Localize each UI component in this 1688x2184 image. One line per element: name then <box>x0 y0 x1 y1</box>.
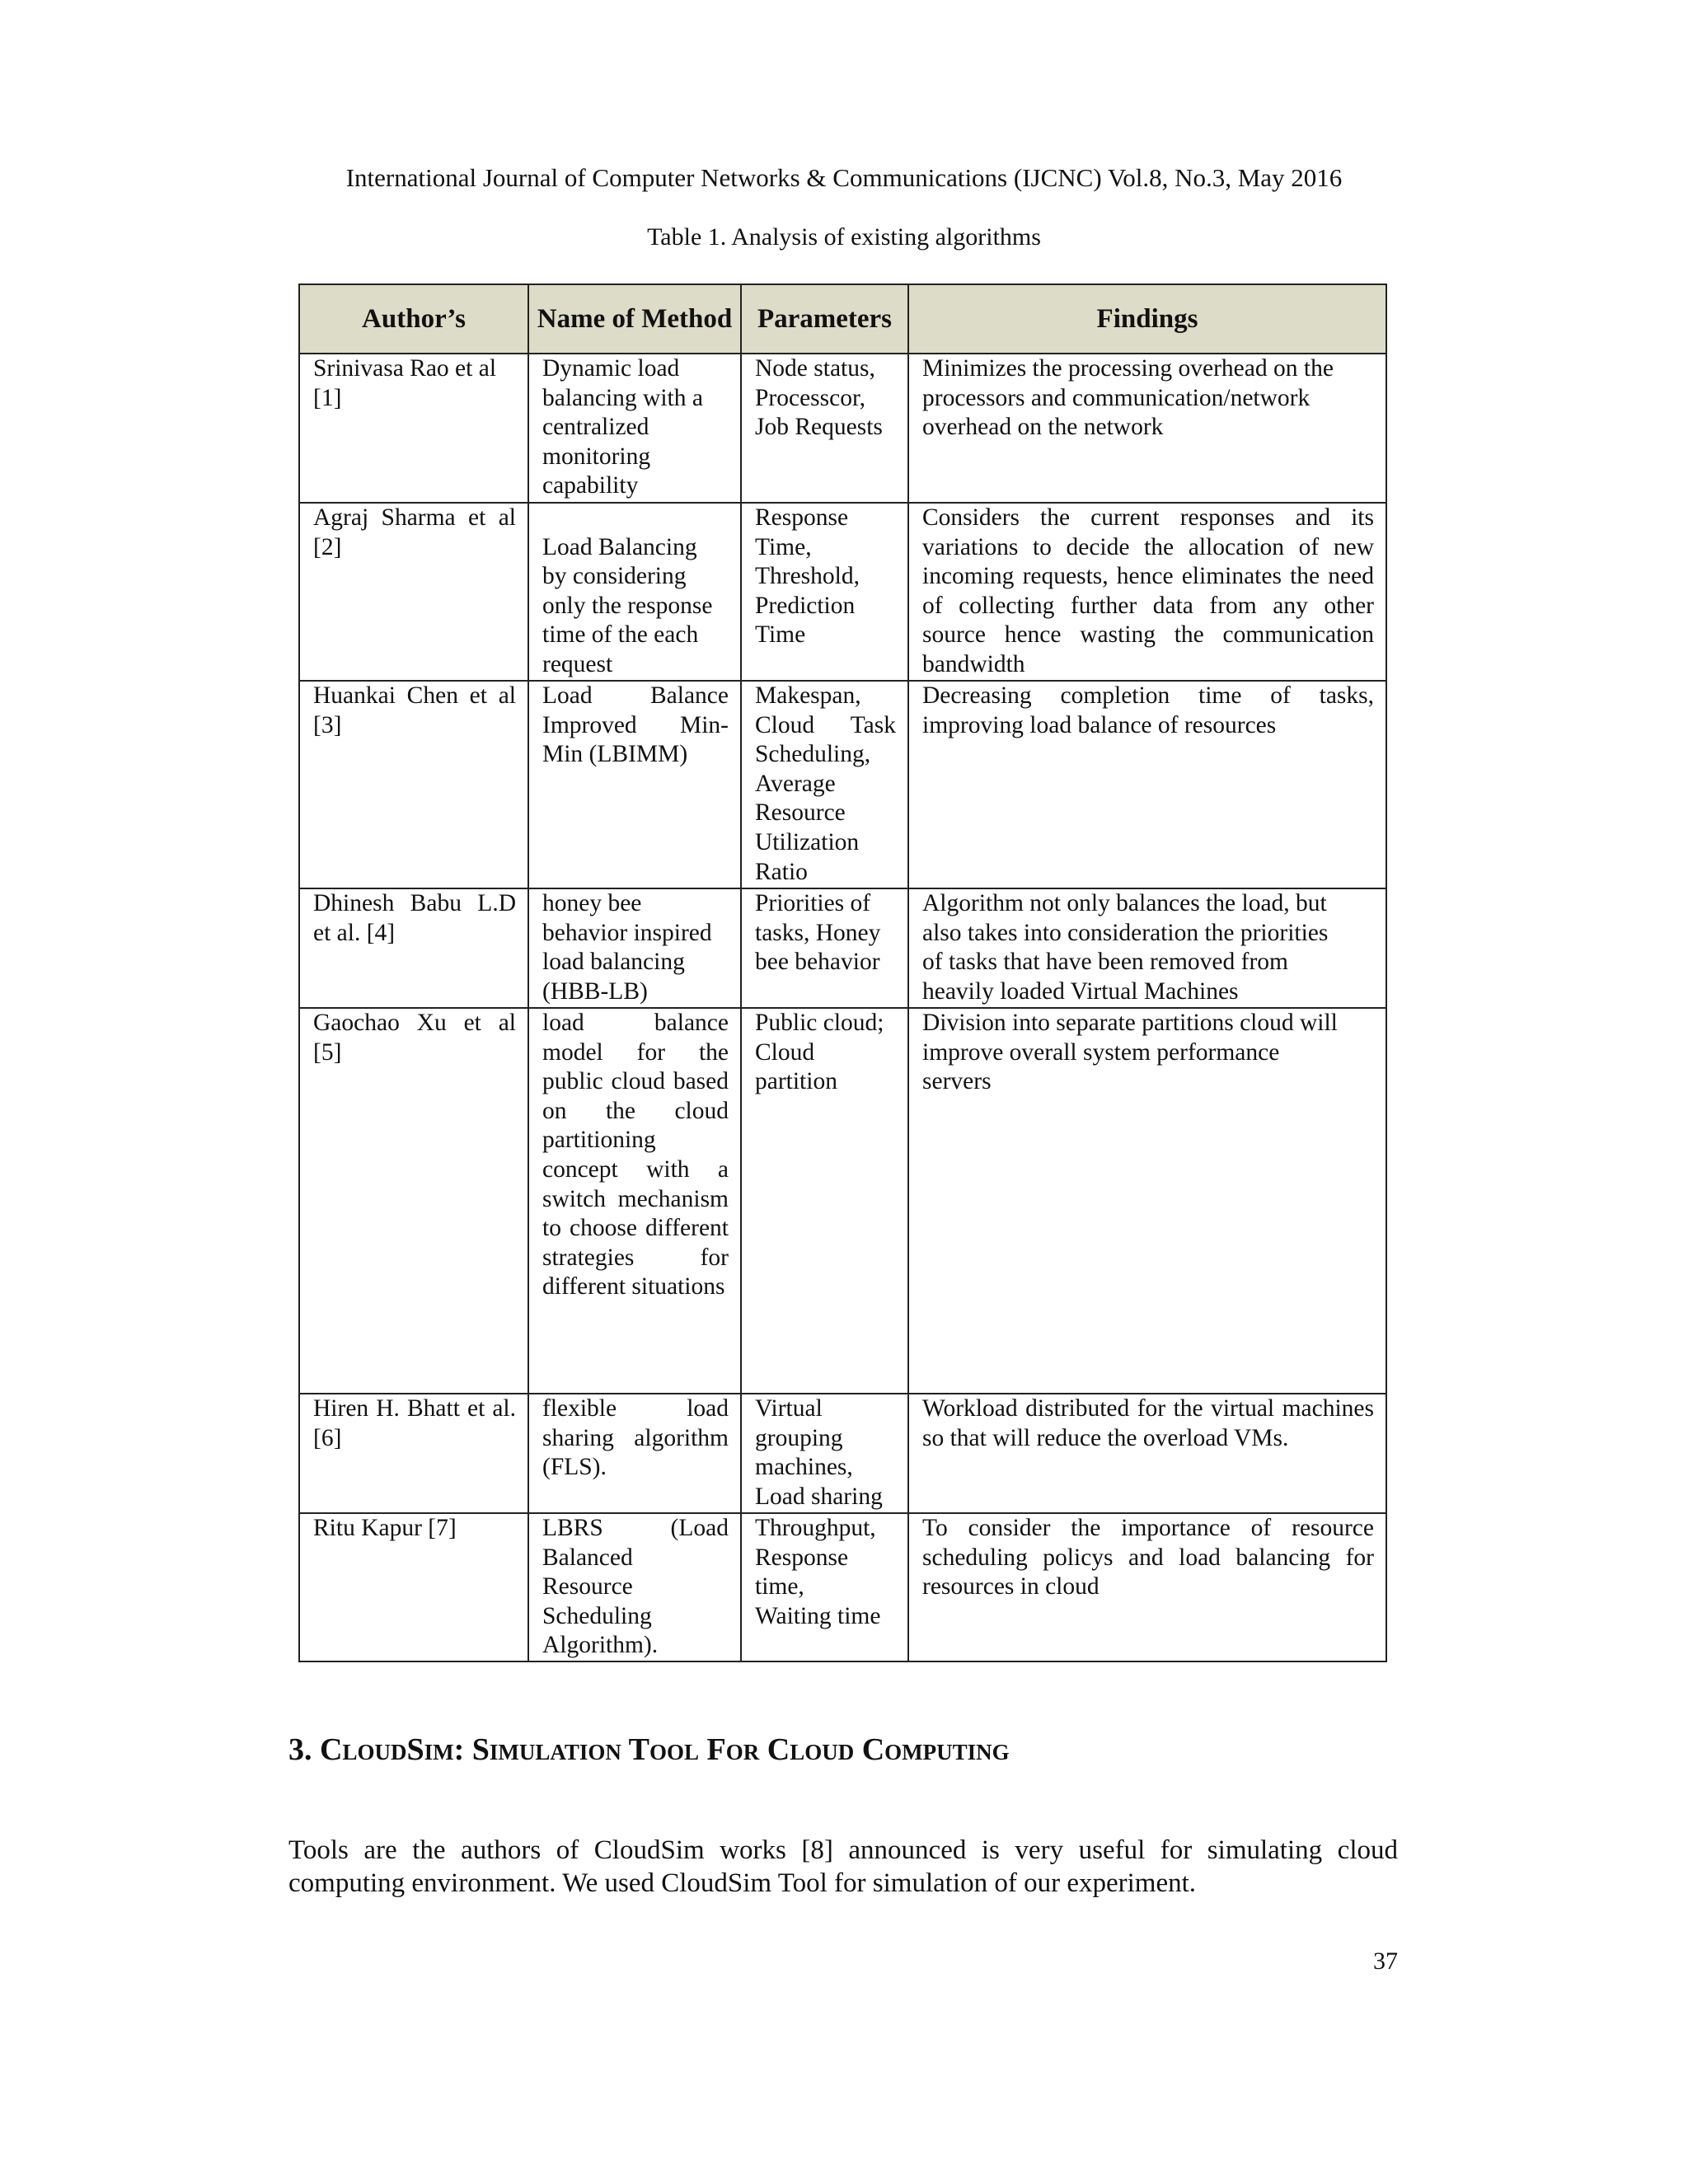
method-text: LBRS (Load Balanced Resource Scheduling Algorithm). <box>542 1515 729 1659</box>
column-header-method: Name of Method <box>528 284 741 354</box>
section-number: 3. <box>288 1732 320 1767</box>
section-heading <box>288 1731 1010 1769</box>
method-text: honey bee behavior inspired load balancing (HBB-LB) <box>542 890 712 1005</box>
findings-cell <box>908 354 1386 503</box>
method-cell <box>528 681 741 888</box>
parameters-cell <box>741 1394 908 1513</box>
table-row <box>299 681 1386 888</box>
table-row <box>299 1394 1386 1513</box>
parameters-cell <box>741 354 908 503</box>
author-cell <box>299 354 528 503</box>
author-text: Gaochao Xu et al [5] <box>313 1010 516 1066</box>
method-cell <box>528 503 741 681</box>
parameters-text: Response Time, Threshold, Prediction Time <box>755 504 860 649</box>
method-text: Load Balance Improved Min-Min (LBIMM) <box>542 682 729 768</box>
method-text: flexible load sharing algorithm (FLS). <box>542 1395 729 1481</box>
parameters-cell <box>741 1513 908 1661</box>
findings-text: Considers the current responses and its variations to decide the allocation of new incoming requests, hence eliminates the need of collecting further data from any other source hence wasting the communication bandwidth <box>922 504 1374 677</box>
table-header-row <box>299 284 1386 354</box>
parameters-text: Makespan, Cloud Task Scheduling, Average Resource Utilization Ratio <box>755 682 896 885</box>
section-title: CloudSim: Simulation Tool For Cloud Computing <box>320 1732 1010 1767</box>
table-row <box>299 354 1386 503</box>
findings-text: Minimizes the processing overhead on the processors and communication/network overhead on the network <box>922 355 1334 441</box>
page-number: 37 <box>1373 1947 1398 1975</box>
table-row <box>299 888 1386 1008</box>
method-cell <box>528 1008 741 1394</box>
author-text: Hiren H. Bhatt et al. [6] <box>313 1395 516 1451</box>
table-row <box>299 1008 1386 1394</box>
author-cell <box>299 1008 528 1394</box>
findings-text: Division into separate partitions cloud will improve overall system performance servers <box>922 1010 1338 1095</box>
parameters-cell <box>741 888 908 1008</box>
author-cell <box>299 681 528 888</box>
column-header-author: Author’s <box>299 284 528 354</box>
method-cell <box>528 1513 741 1661</box>
findings-text: Algorithm not only balances the load, but also takes into consideration the priorities of tasks that have been removed from heavily loaded Virtual Machines <box>922 890 1329 1005</box>
analysis-table <box>298 284 1387 1662</box>
author-text: Agraj Sharma et al [2] <box>313 504 516 560</box>
author-cell <box>299 503 528 681</box>
findings-text: Decreasing completion time of tasks, improving load balance of resources <box>922 682 1374 738</box>
method-cell <box>528 888 741 1008</box>
parameters-text: Public cloud; Cloud partition <box>755 1010 884 1095</box>
parameters-text: Node status, Processcor, Job Requests <box>755 355 883 441</box>
journal-header: International Journal of Computer Networks & Communications (IJCNC) Vol.8, No.3, May 2016 <box>345 163 1343 192</box>
author-text: Huankai Chen et al [3] <box>313 682 516 738</box>
author-cell <box>299 888 528 1008</box>
findings-cell <box>908 1008 1386 1394</box>
column-header-findings: Findings <box>908 284 1386 354</box>
table-row <box>299 503 1386 681</box>
method-text: load balance model for the public cloud based on the cloud partitioning concept with a switch mechanism to choose different strategies for different situations <box>542 1010 729 1301</box>
findings-cell <box>908 888 1386 1008</box>
findings-cell <box>908 1394 1386 1513</box>
parameters-cell <box>741 1008 908 1394</box>
findings-cell <box>908 681 1386 888</box>
author-text: Srinivasa Rao et al [1] <box>313 355 497 411</box>
method-cell <box>528 1394 741 1513</box>
findings-text: Workload distributed for the virtual machines so that will reduce the overload VMs. <box>922 1395 1374 1451</box>
author-cell <box>299 1513 528 1661</box>
author-text: Ritu Kapur [7] <box>313 1515 457 1541</box>
findings-text: To consider the importance of resource scheduling policys and load balancing for resources in cloud <box>922 1515 1374 1601</box>
parameters-cell <box>741 503 908 681</box>
parameters-text: Priorities of tasks, Honey bee behavior <box>755 890 881 976</box>
parameters-text: Virtual grouping machines, Load sharing <box>755 1395 883 1510</box>
findings-cell <box>908 503 1386 681</box>
method-cell <box>528 354 741 503</box>
table-row <box>299 1513 1386 1661</box>
parameters-text: Throughput, Response time, Waiting time <box>755 1515 881 1629</box>
findings-cell <box>908 1513 1386 1661</box>
column-header-parameters: Parameters <box>741 284 908 354</box>
author-text: Dhinesh Babu L.D et al. [4] <box>313 890 516 946</box>
author-cell <box>299 1394 528 1513</box>
method-text: Load Balancing by considering only the response time of the each request <box>542 533 713 677</box>
parameters-cell <box>741 681 908 888</box>
method-text: Dynamic load balancing with a centralized monitoring capability <box>542 355 703 499</box>
body-paragraph: Tools are the authors of CloudSim works [8] announced is very useful for simulating cloud computing environment. We used CloudSim Tool for simulation of our experiment. <box>288 1835 1398 1898</box>
table-caption: Table 1. Analysis of existing algorithms <box>647 223 1041 251</box>
